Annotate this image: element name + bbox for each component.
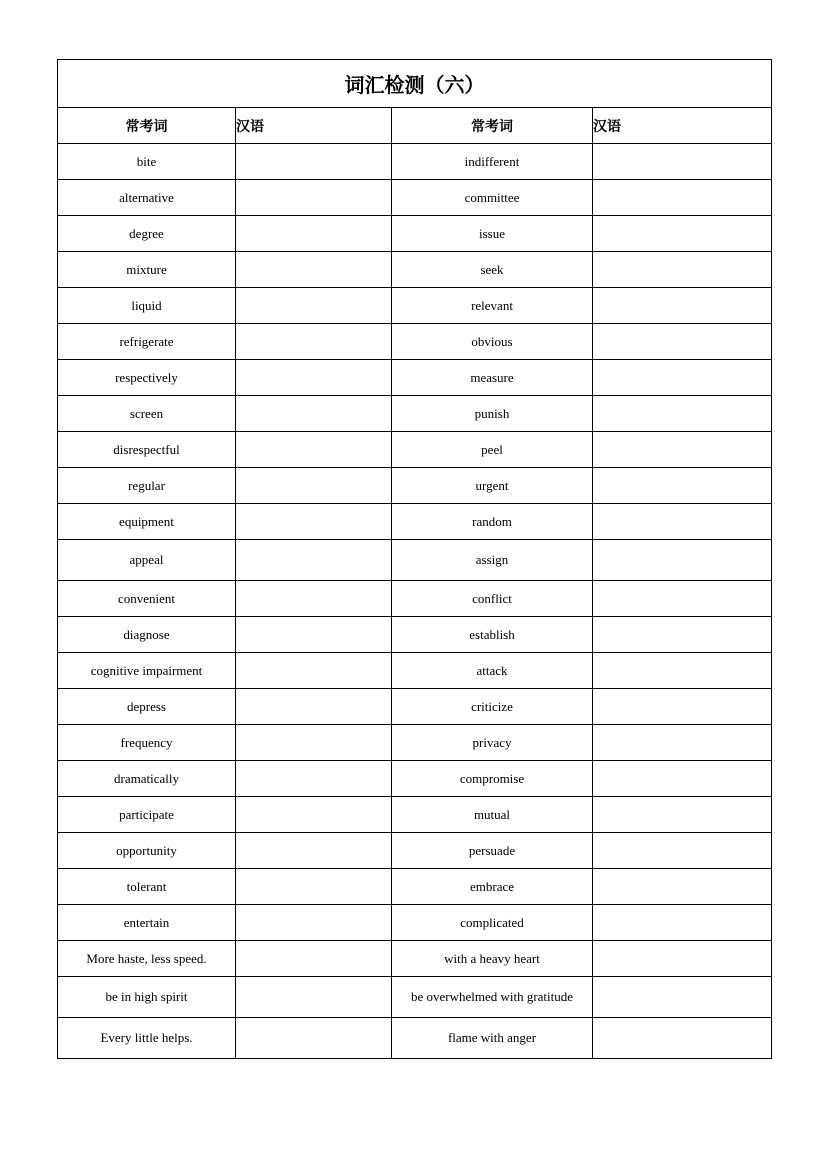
table-row	[58, 581, 772, 617]
left-answer-cell[interactable]	[236, 653, 392, 689]
left-answer-cell[interactable]	[236, 941, 392, 977]
left-answer-cell[interactable]	[236, 288, 392, 324]
right-answer-cell[interactable]	[593, 581, 772, 617]
left-word-cell: opportunity	[58, 833, 236, 869]
right-word-cell: criticize	[392, 689, 593, 725]
left-word-cell: disrespectful	[58, 432, 236, 468]
left-answer-cell[interactable]	[236, 977, 392, 1018]
right-word-cell: privacy	[392, 725, 593, 761]
right-chinese-header: 汉语	[593, 108, 772, 144]
table-row	[58, 288, 772, 324]
right-word-cell: indifferent	[392, 144, 593, 180]
right-answer-cell[interactable]	[593, 869, 772, 905]
right-word-cell: random	[392, 504, 593, 540]
table-row	[58, 540, 772, 581]
left-answer-cell[interactable]	[236, 1018, 392, 1059]
right-answer-cell[interactable]	[593, 905, 772, 941]
right-answer-cell[interactable]	[593, 324, 772, 360]
title-row	[58, 60, 772, 108]
right-answer-cell[interactable]	[593, 504, 772, 540]
left-word-cell: tolerant	[58, 869, 236, 905]
page-title: 词汇检测（六）	[58, 60, 772, 108]
table-row	[58, 833, 772, 869]
right-word-cell: attack	[392, 653, 593, 689]
left-word-cell: frequency	[58, 725, 236, 761]
left-word-cell: cognitive impairment	[58, 653, 236, 689]
vocabulary-test-table	[57, 59, 772, 1059]
right-answer-cell[interactable]	[593, 288, 772, 324]
right-word-cell: persuade	[392, 833, 593, 869]
right-word-cell: mutual	[392, 797, 593, 833]
table-row	[58, 869, 772, 905]
left-word-cell: regular	[58, 468, 236, 504]
left-answer-cell[interactable]	[236, 581, 392, 617]
right-word-cell: assign	[392, 540, 593, 581]
table-row	[58, 653, 772, 689]
right-answer-cell[interactable]	[593, 761, 772, 797]
left-word-cell: More haste, less speed.	[58, 941, 236, 977]
header-row	[58, 108, 772, 144]
left-word-cell: be in high spirit	[58, 977, 236, 1018]
right-word-cell: issue	[392, 216, 593, 252]
right-word-cell: with a heavy heart	[392, 941, 593, 977]
left-word-cell: entertain	[58, 905, 236, 941]
right-answer-cell[interactable]	[593, 725, 772, 761]
left-answer-cell[interactable]	[236, 617, 392, 653]
left-answer-cell[interactable]	[236, 432, 392, 468]
table-row	[58, 689, 772, 725]
right-word-cell: embrace	[392, 869, 593, 905]
right-answer-cell[interactable]	[593, 689, 772, 725]
table-row	[58, 468, 772, 504]
left-answer-cell[interactable]	[236, 396, 392, 432]
left-word-cell: liquid	[58, 288, 236, 324]
table-row	[58, 144, 772, 180]
right-answer-cell[interactable]	[593, 432, 772, 468]
right-word-cell: be overwhelmed with gratitude	[392, 977, 593, 1018]
left-answer-cell[interactable]	[236, 216, 392, 252]
table-row	[58, 725, 772, 761]
right-word-cell: establish	[392, 617, 593, 653]
right-word-cell: urgent	[392, 468, 593, 504]
right-answer-cell[interactable]	[593, 144, 772, 180]
left-answer-cell[interactable]	[236, 833, 392, 869]
right-answer-cell[interactable]	[593, 216, 772, 252]
table-row	[58, 977, 772, 1018]
left-answer-cell[interactable]	[236, 504, 392, 540]
table-row	[58, 360, 772, 396]
right-word-cell: obvious	[392, 324, 593, 360]
left-word-cell: screen	[58, 396, 236, 432]
right-answer-cell[interactable]	[593, 617, 772, 653]
left-word-cell: dramatically	[58, 761, 236, 797]
table-row	[58, 1018, 772, 1059]
right-word-cell: flame with anger	[392, 1018, 593, 1059]
table-row	[58, 617, 772, 653]
table-row	[58, 761, 772, 797]
right-word-cell: punish	[392, 396, 593, 432]
table-row	[58, 324, 772, 360]
left-answer-cell[interactable]	[236, 689, 392, 725]
left-answer-cell[interactable]	[236, 761, 392, 797]
left-answer-cell[interactable]	[236, 180, 392, 216]
table-row	[58, 216, 772, 252]
left-answer-cell[interactable]	[236, 797, 392, 833]
right-word-cell: complicated	[392, 905, 593, 941]
right-answer-cell[interactable]	[593, 540, 772, 581]
left-word-cell: bite	[58, 144, 236, 180]
right-answer-cell[interactable]	[593, 977, 772, 1018]
left-answer-cell[interactable]	[236, 324, 392, 360]
table-row	[58, 432, 772, 468]
right-word-cell: committee	[392, 180, 593, 216]
right-word-cell: relevant	[392, 288, 593, 324]
right-word-cell: compromise	[392, 761, 593, 797]
right-answer-cell[interactable]	[593, 1018, 772, 1059]
right-answer-cell[interactable]	[593, 252, 772, 288]
left-answer-cell[interactable]	[236, 144, 392, 180]
left-word-cell: refrigerate	[58, 324, 236, 360]
left-word-cell: Every little helps.	[58, 1018, 236, 1059]
left-answer-cell[interactable]	[236, 725, 392, 761]
right-answer-cell[interactable]	[593, 941, 772, 977]
right-word-cell: measure	[392, 360, 593, 396]
left-chinese-header: 汉语	[236, 108, 392, 144]
right-answer-cell[interactable]	[593, 833, 772, 869]
left-word-cell: mixture	[58, 252, 236, 288]
right-answer-cell[interactable]	[593, 396, 772, 432]
table-row	[58, 504, 772, 540]
left-word-cell: degree	[58, 216, 236, 252]
left-answer-cell[interactable]	[236, 252, 392, 288]
left-word-cell: appeal	[58, 540, 236, 581]
left-word-cell: respectively	[58, 360, 236, 396]
left-word-cell: depress	[58, 689, 236, 725]
right-answer-cell[interactable]	[593, 360, 772, 396]
left-word-cell: diagnose	[58, 617, 236, 653]
right-answer-cell[interactable]	[593, 797, 772, 833]
table-row	[58, 396, 772, 432]
left-answer-cell[interactable]	[236, 905, 392, 941]
table-row	[58, 905, 772, 941]
left-word-cell: equipment	[58, 504, 236, 540]
right-word-cell: seek	[392, 252, 593, 288]
left-word-cell: convenient	[58, 581, 236, 617]
right-word-cell: peel	[392, 432, 593, 468]
right-word-cell: conflict	[392, 581, 593, 617]
right-answer-cell[interactable]	[593, 180, 772, 216]
right-word-header: 常考词	[392, 108, 593, 144]
left-answer-cell[interactable]	[236, 360, 392, 396]
left-answer-cell[interactable]	[236, 869, 392, 905]
table-row	[58, 180, 772, 216]
table-row	[58, 797, 772, 833]
left-answer-cell[interactable]	[236, 540, 392, 581]
left-word-header: 常考词	[58, 108, 236, 144]
table-row	[58, 252, 772, 288]
left-word-cell: participate	[58, 797, 236, 833]
right-answer-cell[interactable]	[593, 468, 772, 504]
table-row	[58, 941, 772, 977]
right-answer-cell[interactable]	[593, 653, 772, 689]
left-word-cell: alternative	[58, 180, 236, 216]
left-answer-cell[interactable]	[236, 468, 392, 504]
